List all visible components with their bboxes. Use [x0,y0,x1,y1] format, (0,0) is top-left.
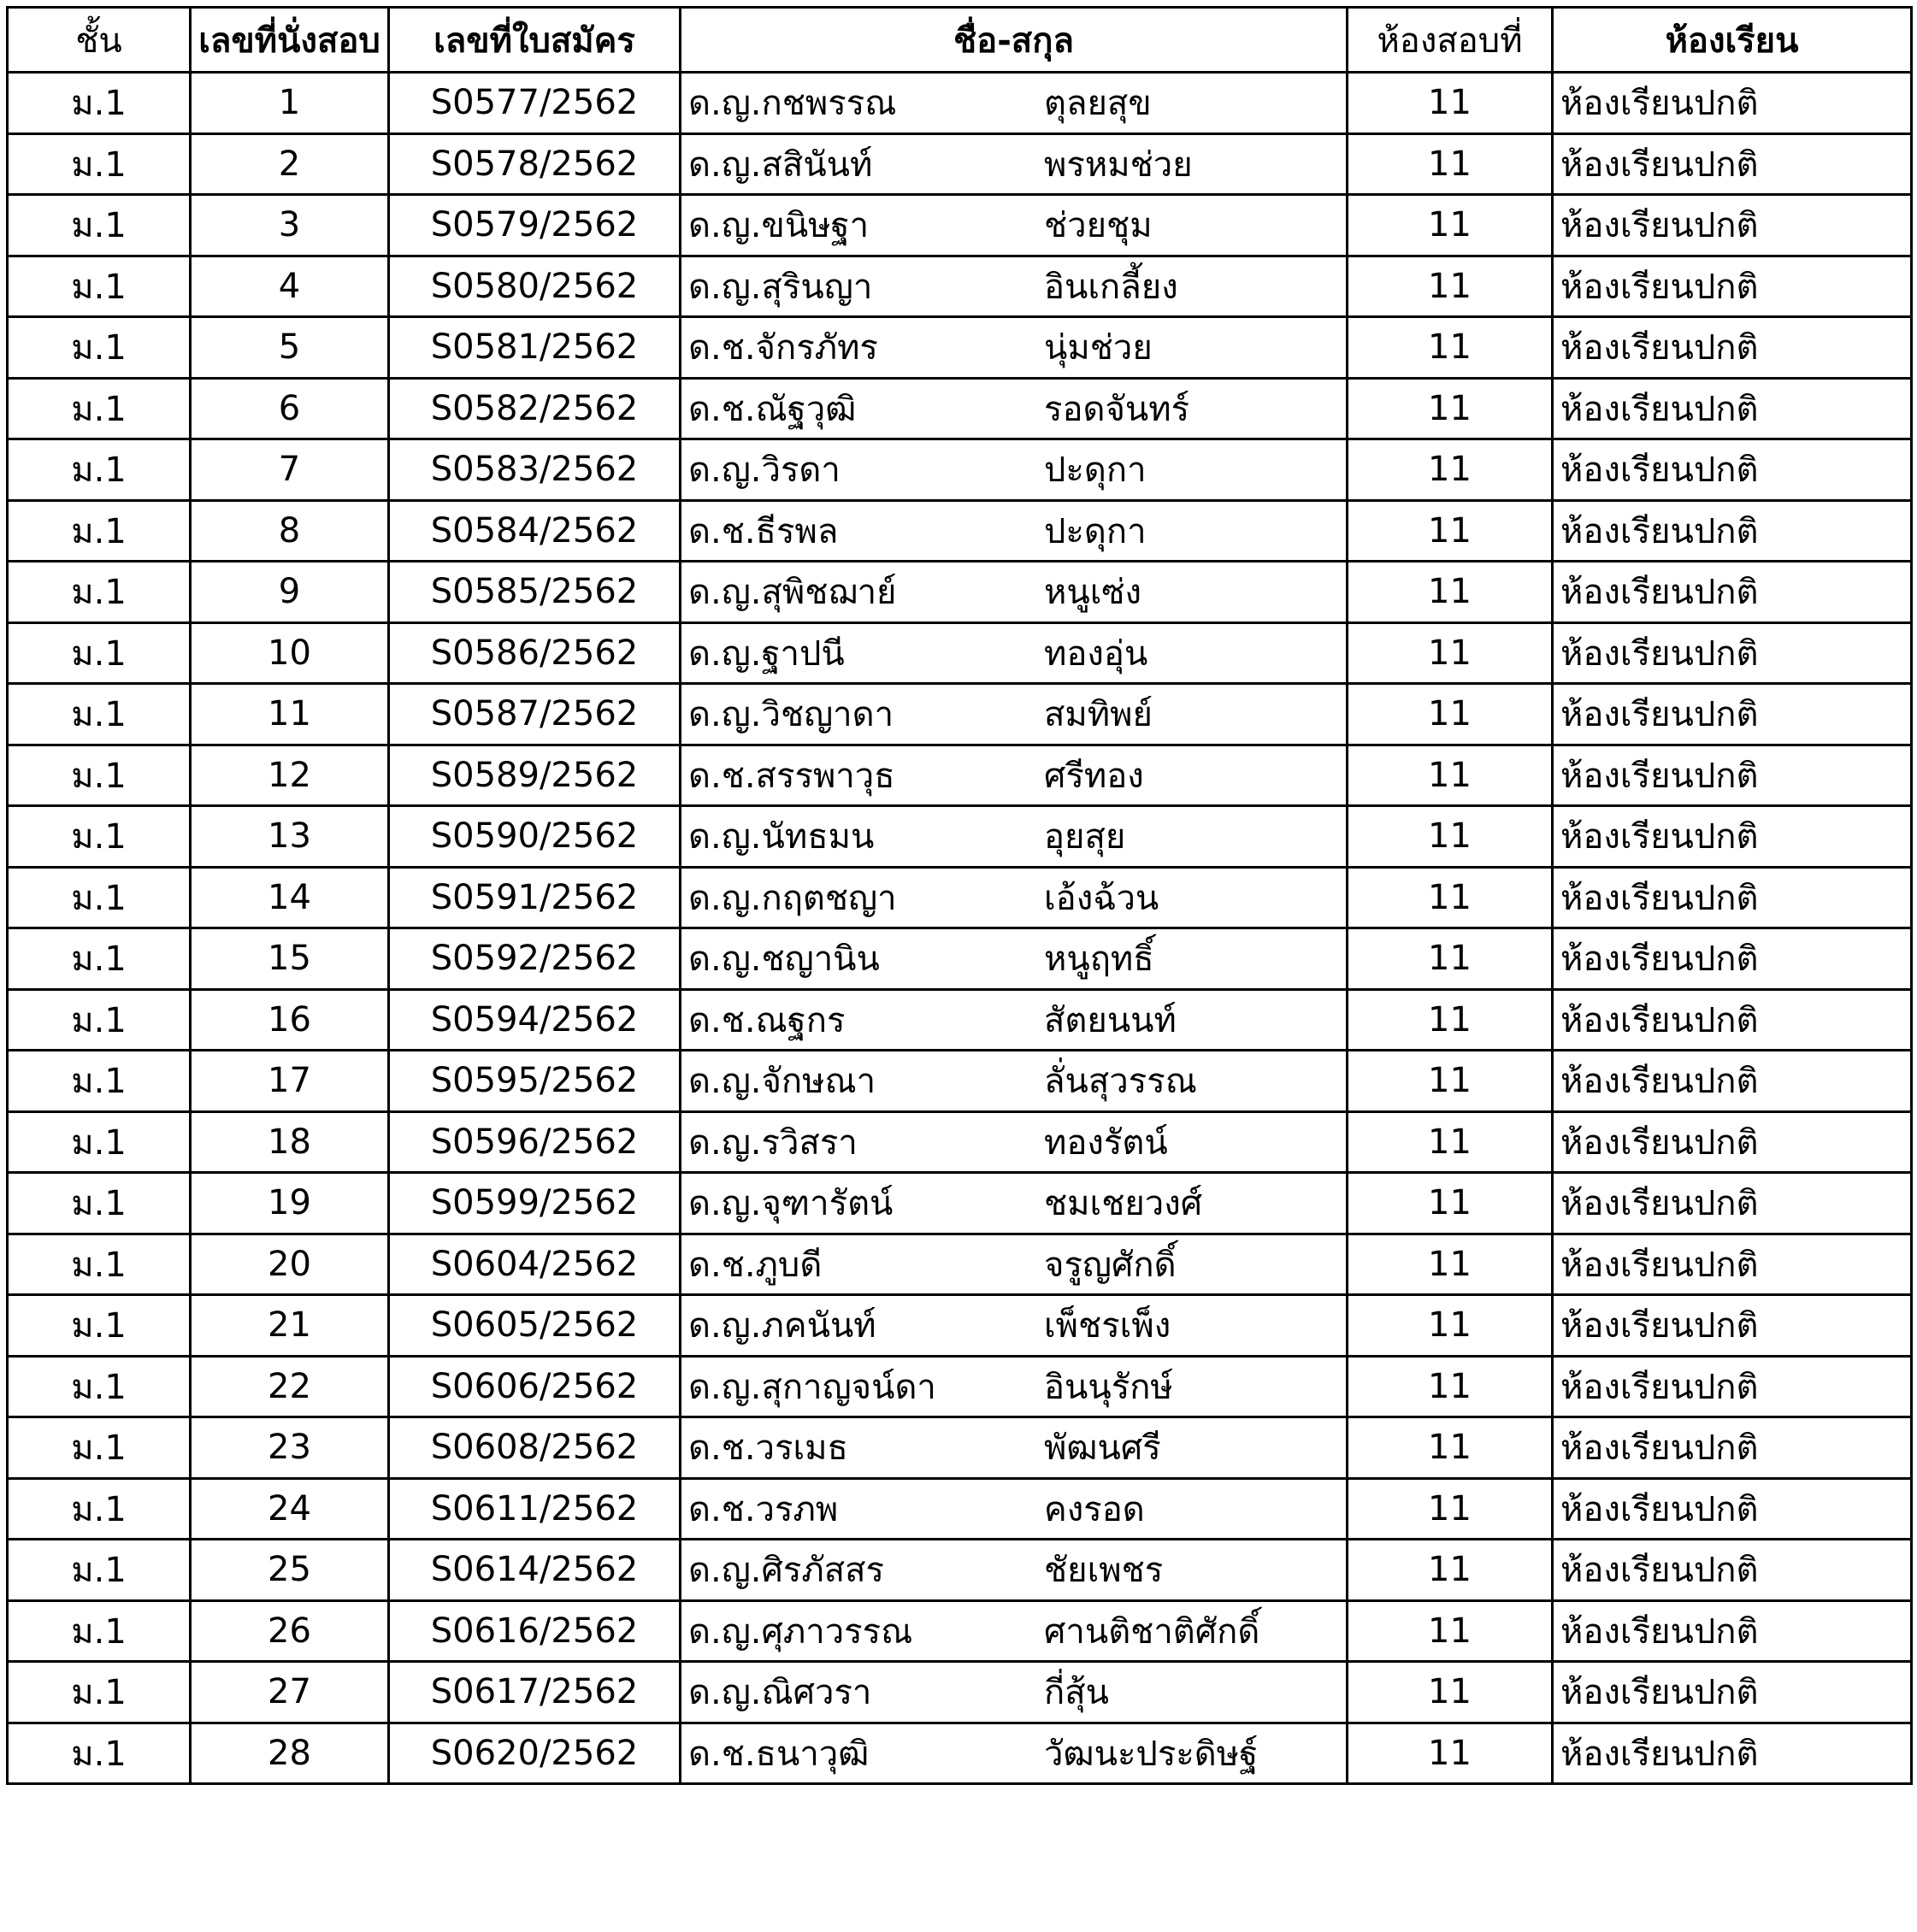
first-name: ด.ญ.สุกาญจน์ดา [688,1367,936,1407]
table-row [8,1111,1912,1173]
cell-classroom: ห้องเรียนปกติ [1553,684,1912,745]
cell-classroom: ห้องเรียนปกติ [1553,378,1912,439]
cell-application-no: S0616/2562 [389,1600,681,1662]
table-row [8,622,1912,684]
first-name: ด.ญ.ชญานิน [688,939,880,980]
cell-application-no: S0606/2562 [389,1356,681,1417]
table-row [8,378,1912,439]
cell-full-name [681,1111,1348,1173]
cell-seat-no: 14 [191,867,389,928]
cell-full-name [681,1173,1348,1234]
table-row [8,1234,1912,1295]
cell-level: ม.1 [8,133,191,195]
cell-seat-no: 13 [191,806,389,868]
cell-classroom: ห้องเรียนปกติ [1553,1600,1912,1662]
cell-seat-no: 6 [191,378,389,439]
cell-exam-room: 11 [1348,1234,1553,1295]
exam-seating-sheet [6,6,1913,1785]
first-name: ด.ญ.ขนิษฐา [688,206,870,246]
first-name: ด.ญ.กชพรรณ [688,84,897,124]
cell-full-name [681,1051,1348,1112]
cell-seat-no: 15 [191,928,389,990]
cell-application-no: S0590/2562 [389,806,681,868]
cell-application-no: S0599/2562 [389,1173,681,1234]
cell-classroom: ห้องเรียนปกติ [1553,73,1912,134]
cell-classroom: ห้องเรียนปกติ [1553,989,1912,1051]
first-name: ด.ญ.สสินันท์ [688,144,873,185]
cell-level: ม.1 [8,928,191,990]
cell-level: ม.1 [8,1051,191,1112]
cell-classroom: ห้องเรียนปกติ [1553,562,1912,623]
first-name: ด.ช.วรภพ [688,1489,839,1529]
cell-level: ม.1 [8,562,191,623]
cell-level: ม.1 [8,500,191,562]
cell-exam-room: 11 [1348,1173,1553,1234]
cell-seat-no: 17 [191,1051,389,1112]
cell-application-no: S0591/2562 [389,867,681,928]
cell-exam-room: 11 [1348,622,1553,684]
header-exam-room: ห้องสอบที่ [1348,8,1553,73]
last-name: ปะดุกา [1044,511,1147,551]
cell-seat-no: 19 [191,1173,389,1234]
cell-level: ม.1 [8,989,191,1051]
cell-classroom: ห้องเรียนปกติ [1553,1295,1912,1357]
cell-seat-no: 22 [191,1356,389,1417]
cell-application-no: S0585/2562 [389,562,681,623]
cell-full-name [681,867,1348,928]
cell-application-no: S0578/2562 [389,133,681,195]
first-name: ด.ช.วรเมธ [688,1428,848,1469]
cell-exam-room: 11 [1348,684,1553,745]
cell-classroom: ห้องเรียนปกติ [1553,1111,1912,1173]
header-level: ชั้น [8,8,191,73]
table-row [8,562,1912,623]
cell-level: ม.1 [8,317,191,379]
cell-application-no: S0604/2562 [389,1234,681,1295]
last-name: ปะดุกา [1044,451,1147,491]
header-application-no: เลขที่ใบสมัคร [389,8,681,73]
exam-seating-table [6,6,1913,1785]
cell-application-no: S0582/2562 [389,378,681,439]
first-name: ด.ช.ณฐกร [688,1000,846,1040]
cell-classroom: ห้องเรียนปกติ [1553,1234,1912,1295]
last-name: เพ็ชรเพ็ง [1044,1306,1171,1346]
last-name: อุยสุย [1044,817,1126,857]
cell-classroom: ห้องเรียนปกติ [1553,1417,1912,1479]
cell-level: ม.1 [8,1295,191,1357]
last-name: ตุลยสุข [1044,84,1152,124]
first-name: ด.ญ.สุรินญา [688,267,873,307]
cell-level: ม.1 [8,1600,191,1662]
cell-classroom: ห้องเรียนปกติ [1553,256,1912,317]
cell-seat-no: 27 [191,1662,389,1723]
last-name: ชมเชยวงศ์ [1044,1184,1203,1224]
cell-application-no: S0617/2562 [389,1662,681,1723]
cell-level: ม.1 [8,1478,191,1540]
cell-full-name [681,745,1348,806]
cell-seat-no: 23 [191,1417,389,1479]
cell-seat-no: 2 [191,133,389,195]
cell-seat-no: 16 [191,989,389,1051]
cell-level: ม.1 [8,1662,191,1723]
cell-level: ม.1 [8,256,191,317]
first-name: ด.ญ.วิชญาดา [688,695,894,735]
table-row [8,133,1912,195]
last-name: ทองรัตน์ [1044,1122,1168,1163]
last-name: หนูฤทธิ์ [1044,939,1154,980]
cell-classroom: ห้องเรียนปกติ [1553,622,1912,684]
cell-application-no: S0592/2562 [389,928,681,990]
cell-classroom: ห้องเรียนปกติ [1553,867,1912,928]
cell-full-name [681,1478,1348,1540]
cell-application-no: S0589/2562 [389,745,681,806]
cell-classroom: ห้องเรียนปกติ [1553,1662,1912,1723]
table-row [8,1356,1912,1417]
table-row [8,867,1912,928]
cell-application-no: S0587/2562 [389,684,681,745]
table-row [8,1600,1912,1662]
first-name: ด.ญ.กฤตชญา [688,878,897,918]
last-name: พรหมช่วย [1044,144,1193,185]
cell-seat-no: 10 [191,622,389,684]
cell-seat-no: 18 [191,1111,389,1173]
cell-seat-no: 3 [191,195,389,256]
cell-full-name [681,1662,1348,1723]
cell-full-name [681,806,1348,868]
table-row [8,928,1912,990]
cell-full-name [681,256,1348,317]
header-classroom: ห้องเรียน [1553,8,1912,73]
cell-level: ม.1 [8,1111,191,1173]
cell-seat-no: 20 [191,1234,389,1295]
first-name: ด.ช.ธนาวุฒิ [688,1734,870,1774]
cell-seat-no: 9 [191,562,389,623]
cell-exam-room: 11 [1348,500,1553,562]
cell-full-name [681,73,1348,134]
cell-level: ม.1 [8,378,191,439]
cell-exam-room: 11 [1348,1356,1553,1417]
first-name: ด.ช.จักรภัทร [688,328,878,368]
cell-exam-room: 11 [1348,1295,1553,1357]
cell-application-no: S0596/2562 [389,1111,681,1173]
cell-level: ม.1 [8,1356,191,1417]
first-name: ด.ช.ธีรพล [688,511,839,551]
cell-level: ม.1 [8,73,191,134]
cell-full-name [681,684,1348,745]
table-row [8,1051,1912,1112]
table-row [8,500,1912,562]
first-name: ด.ญ.จักษณา [688,1062,876,1102]
cell-full-name [681,317,1348,379]
cell-full-name [681,439,1348,501]
table-row [8,439,1912,501]
cell-seat-no: 11 [191,684,389,745]
cell-full-name [681,1600,1348,1662]
table-row [8,1295,1912,1357]
cell-classroom: ห้องเรียนปกติ [1553,1723,1912,1784]
cell-classroom: ห้องเรียนปกติ [1553,806,1912,868]
table-row [8,256,1912,317]
cell-classroom: ห้องเรียนปกติ [1553,1540,1912,1601]
cell-full-name [681,1723,1348,1784]
last-name: เอ้งฉ้วน [1044,878,1159,918]
first-name: ด.ช.ณัฐวุฒิ [688,389,857,429]
cell-seat-no: 28 [191,1723,389,1784]
cell-classroom: ห้องเรียนปกติ [1553,133,1912,195]
cell-application-no: S0580/2562 [389,256,681,317]
cell-classroom: ห้องเรียนปกติ [1553,195,1912,256]
cell-level: ม.1 [8,806,191,868]
cell-application-no: S0595/2562 [389,1051,681,1112]
cell-full-name [681,562,1348,623]
header-seat-no: เลขที่นั่งสอบ [191,8,389,73]
cell-exam-room: 11 [1348,378,1553,439]
table-row [8,684,1912,745]
last-name: หนูเซ่ง [1044,573,1142,613]
cell-application-no: S0577/2562 [389,73,681,134]
cell-exam-room: 11 [1348,73,1553,134]
cell-full-name [681,378,1348,439]
table-row [8,195,1912,256]
cell-application-no: S0586/2562 [389,622,681,684]
cell-level: ม.1 [8,1417,191,1479]
cell-level: ม.1 [8,1173,191,1234]
table-row [8,745,1912,806]
cell-level: ม.1 [8,745,191,806]
cell-exam-room: 11 [1348,1051,1553,1112]
first-name: ด.ญ.ศุภาวรรณ [688,1611,913,1652]
cell-exam-room: 11 [1348,133,1553,195]
table-row [8,1173,1912,1234]
cell-exam-room: 11 [1348,1417,1553,1479]
cell-seat-no: 5 [191,317,389,379]
cell-level: ม.1 [8,622,191,684]
cell-seat-no: 24 [191,1478,389,1540]
first-name: ด.ญ.จุฑารัตน์ [688,1184,894,1224]
table-row [8,73,1912,134]
cell-exam-room: 11 [1348,1540,1553,1601]
cell-classroom: ห้องเรียนปกติ [1553,317,1912,379]
last-name: อินนุรักษ์ [1044,1367,1173,1407]
header-full-name: ชื่อ-สกุล [681,8,1348,73]
table-body [8,73,1912,1784]
cell-exam-room: 11 [1348,439,1553,501]
cell-exam-room: 11 [1348,1478,1553,1540]
cell-exam-room: 11 [1348,806,1553,868]
cell-seat-no: 12 [191,745,389,806]
last-name: จรูญศักดิ์ [1044,1245,1177,1285]
last-name: ช่วยชุม [1044,206,1153,246]
cell-exam-room: 11 [1348,928,1553,990]
first-name: ด.ญ.ศิรภัสสร [688,1551,885,1591]
first-name: ด.ญ.ภคนันท์ [688,1306,876,1346]
cell-seat-no: 26 [191,1600,389,1662]
cell-application-no: S0620/2562 [389,1723,681,1784]
cell-application-no: S0584/2562 [389,500,681,562]
last-name: สัตยนนท์ [1044,1000,1177,1040]
cell-full-name [681,195,1348,256]
cell-seat-no: 1 [191,73,389,134]
table-row [8,989,1912,1051]
cell-classroom: ห้องเรียนปกติ [1553,1356,1912,1417]
table-row [8,317,1912,379]
last-name: ศานติชาติศักดิ์ [1044,1611,1260,1652]
cell-exam-room: 11 [1348,745,1553,806]
cell-level: ม.1 [8,1234,191,1295]
cell-exam-room: 11 [1348,989,1553,1051]
last-name: พัฒนศรี [1044,1428,1161,1469]
last-name: นุ่มช่วย [1044,328,1153,368]
table-row [8,1540,1912,1601]
cell-exam-room: 11 [1348,1662,1553,1723]
header-row [8,8,1912,73]
last-name: ลั่นสุวรรณ [1044,1062,1197,1102]
table-row [8,1478,1912,1540]
last-name: วัฒนะประดิษฐ์ [1044,1734,1259,1774]
cell-exam-room: 11 [1348,1723,1553,1784]
table-row [8,806,1912,868]
last-name: กี่สุ้น [1044,1673,1109,1713]
cell-application-no: S0579/2562 [389,195,681,256]
cell-full-name [681,622,1348,684]
cell-classroom: ห้องเรียนปกติ [1553,928,1912,990]
cell-classroom: ห้องเรียนปกติ [1553,1478,1912,1540]
cell-full-name [681,1417,1348,1479]
cell-exam-room: 11 [1348,256,1553,317]
table-row [8,1723,1912,1784]
first-name: ด.ญ.ณิศวรา [688,1673,872,1713]
cell-application-no: S0611/2562 [389,1478,681,1540]
cell-full-name [681,1234,1348,1295]
first-name: ด.ญ.วิรดา [688,451,841,491]
cell-exam-room: 11 [1348,562,1553,623]
cell-classroom: ห้องเรียนปกติ [1553,1051,1912,1112]
cell-level: ม.1 [8,195,191,256]
cell-level: ม.1 [8,439,191,501]
first-name: ด.ญ.สุพิชฌาย์ [688,573,897,613]
cell-classroom: ห้องเรียนปกติ [1553,1173,1912,1234]
first-name: ด.ช.สรรพาวุธ [688,756,895,796]
cell-level: ม.1 [8,867,191,928]
last-name: อินเกลี้ยง [1044,267,1178,307]
cell-seat-no: 25 [191,1540,389,1601]
cell-full-name [681,1295,1348,1357]
cell-application-no: S0581/2562 [389,317,681,379]
last-name: คงรอด [1044,1489,1145,1529]
cell-exam-room: 11 [1348,1600,1553,1662]
first-name: ด.ช.ภูบดี [688,1245,823,1285]
first-name: ด.ญ.นัทธมน [688,817,875,857]
cell-seat-no: 8 [191,500,389,562]
cell-seat-no: 4 [191,256,389,317]
cell-application-no: S0583/2562 [389,439,681,501]
first-name: ด.ญ.ฐาปนี [688,633,845,674]
table-row [8,1662,1912,1723]
cell-full-name [681,1356,1348,1417]
cell-seat-no: 7 [191,439,389,501]
cell-full-name [681,989,1348,1051]
cell-classroom: ห้องเรียนปกติ [1553,500,1912,562]
first-name: ด.ญ.รวิสรา [688,1122,858,1163]
cell-level: ม.1 [8,1540,191,1601]
cell-exam-room: 11 [1348,195,1553,256]
last-name: สมทิพย์ [1044,695,1153,735]
cell-full-name [681,1540,1348,1601]
cell-application-no: S0605/2562 [389,1295,681,1357]
last-name: ศรีทอง [1044,756,1144,796]
cell-exam-room: 11 [1348,867,1553,928]
cell-level: ม.1 [8,684,191,745]
cell-full-name [681,500,1348,562]
cell-application-no: S0608/2562 [389,1417,681,1479]
cell-application-no: S0614/2562 [389,1540,681,1601]
cell-classroom: ห้องเรียนปกติ [1553,439,1912,501]
last-name: ชัยเพชร [1044,1551,1164,1591]
last-name: รอดจันทร์ [1044,389,1190,429]
cell-level: ม.1 [8,1723,191,1784]
cell-classroom: ห้องเรียนปกติ [1553,745,1912,806]
cell-full-name [681,928,1348,990]
cell-application-no: S0594/2562 [389,989,681,1051]
cell-exam-room: 11 [1348,1111,1553,1173]
table-row [8,1417,1912,1479]
cell-full-name [681,133,1348,195]
last-name: ทองอุ่น [1044,633,1148,674]
cell-exam-room: 11 [1348,317,1553,379]
cell-seat-no: 21 [191,1295,389,1357]
